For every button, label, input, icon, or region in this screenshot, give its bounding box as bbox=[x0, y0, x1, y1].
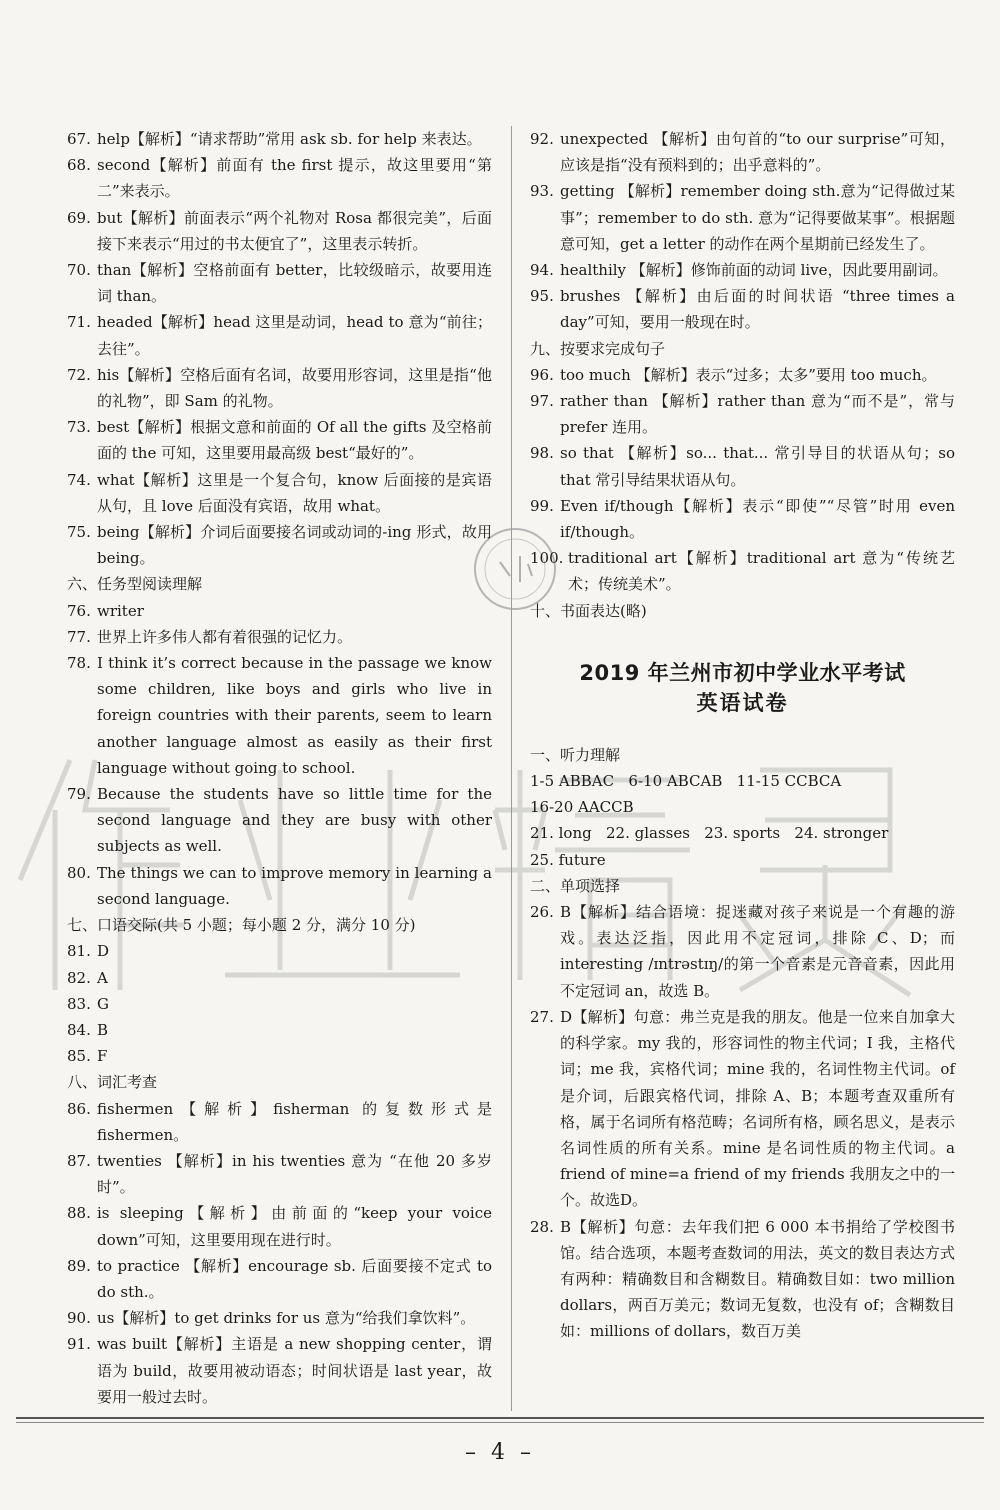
answer-text: 世界上许多伟人都有着很强的记忆力。 bbox=[97, 627, 353, 646]
answer-text: unexpected 【解析】由句首的“to our surprise”可知，应该是指“没有预料到的；出乎意料的”。 bbox=[560, 130, 955, 175]
answer-number: 75. bbox=[67, 523, 91, 542]
answer-number: 68. bbox=[67, 156, 91, 175]
answer-item bbox=[67, 1331, 492, 1410]
answer-text: was built【解析】主语是 a new shopping center，谓语为 build，故要用被动语态；时间状语是 last year，故要用一般过去时。 bbox=[97, 1335, 492, 1406]
answer-number: 84. bbox=[67, 1020, 91, 1039]
answer-item bbox=[67, 938, 492, 964]
answer-item bbox=[67, 205, 492, 257]
answer-text: fishermen【解析】fisherman 的复数形式是 fishermen。 bbox=[97, 1099, 492, 1144]
column-divider bbox=[511, 126, 512, 1411]
answer-number: 80. bbox=[67, 863, 91, 882]
answer-number: 88. bbox=[67, 1204, 91, 1223]
answer-text: F bbox=[97, 1047, 108, 1066]
exam-title-line2: 英语试卷 bbox=[696, 690, 789, 715]
answer-item bbox=[67, 860, 492, 912]
answer-number: 95. bbox=[530, 287, 554, 306]
answer-number: 77. bbox=[67, 627, 91, 646]
section-heading: 六、任务型阅读理解 bbox=[67, 575, 203, 594]
answer-number: 91. bbox=[67, 1335, 91, 1354]
answer-text: D【解析】句意：弗兰克是我的朋友。他是一位来自加拿大的科学家。my 我的，形容词性的物主代词；I 我，主格代词；me 我，宾格代词；mine 我的，名词性物主代词。of 是介词，后跟宾格代词，排除 A、B；本题考查双重所有格，属于名词所有格范畴；名词所有格，顾名思义，是表示名词性质的所有关系。mine 是名词性质的物主代词。a friend of mine=a friend of my friends 我朋友之中的一个。故选D。 bbox=[560, 1007, 955, 1210]
exam-title bbox=[530, 658, 955, 718]
answer-text: Because the students have so little time for the second language and they are busy with other subjects as well. bbox=[97, 785, 492, 856]
answer-item bbox=[530, 493, 955, 545]
answer-item bbox=[530, 1214, 955, 1345]
answer-text: getting 【解析】remember doing sth.意为“记得做过某事”；remember to do sth. 意为“记得要做某事”。根据题意可知，get a letter 的动作在两个星期前已经发生了。 bbox=[560, 182, 955, 253]
answer-number: 94. bbox=[530, 261, 554, 280]
answer-number: 90. bbox=[67, 1309, 91, 1328]
answer-item bbox=[530, 388, 955, 440]
answer-text: being【解析】介词后面要接名词或动词的-ing 形式，故用 being。 bbox=[97, 523, 492, 568]
answer-number: 87. bbox=[67, 1151, 91, 1170]
answer-text: his【解析】空格后面有名词，故要用形容词，这里是指“他的礼物”，即 Sam 的礼物。 bbox=[97, 365, 492, 411]
answer-text: is sleeping【解析】由前面的“keep your voice down”可知，这里要用现在进行时。 bbox=[97, 1204, 492, 1249]
answer-item bbox=[67, 309, 492, 361]
answer-number: 26. bbox=[530, 903, 554, 922]
footer-rule bbox=[16, 1417, 984, 1419]
answer-item bbox=[67, 152, 492, 204]
answer-text: A bbox=[97, 968, 108, 987]
answer-number: 81. bbox=[67, 942, 91, 961]
answer-number: 79. bbox=[67, 785, 91, 804]
right-column bbox=[530, 126, 955, 1345]
answer-number: 98. bbox=[530, 444, 554, 463]
right-column-answers bbox=[530, 126, 955, 624]
answer-item bbox=[67, 257, 492, 309]
answer-text: help【解析】“请求帮助”常用 ask sb. for help 来表达。 bbox=[97, 130, 482, 148]
section-heading: 九、按要求完成句子 bbox=[530, 339, 666, 358]
answer-text: writer bbox=[97, 601, 144, 620]
answer-text: second【解析】前面有 the first 提示，故这里要用“第二”来表示。 bbox=[97, 156, 492, 201]
answer-item bbox=[67, 414, 492, 466]
answer-text: I think it’s correct because in the passage we know some children, like boys and girls who live in foreign countries with their parents, seem to learn another language almost as easily as their first language without going to school. bbox=[97, 654, 492, 777]
answer-item bbox=[67, 467, 492, 519]
answer-item bbox=[67, 624, 492, 650]
answer-text: G bbox=[97, 994, 109, 1013]
answer-text: rather than 【解析】rather than 意为“而不是”，常与 prefer 连用。 bbox=[560, 392, 955, 437]
answer-text: best【解析】根据文意和前面的 Of all the gifts 及空格前面的 the 可知，这里要用最高级 best“最好的”。 bbox=[97, 418, 492, 463]
answer-line: 16-20 AACCB bbox=[530, 798, 634, 817]
answer-text: B【解析】句意：去年我们把 6 000 本书捐给了学校图书馆。结合选项，本题考查数词的用法，英文的数目表达方式有两种：精确数目和含糊数目。精确数目如：two million dollars，两百万美元；数词无复数，也没有 of；含糊数目如：millions of dollars，数百万美 bbox=[560, 1217, 955, 1341]
answer-number: 83. bbox=[67, 994, 91, 1013]
answer-number: 96. bbox=[530, 365, 554, 384]
answer-number: 97. bbox=[530, 392, 554, 411]
answer-number: 74. bbox=[67, 470, 91, 489]
answer-item bbox=[530, 362, 955, 388]
answer-text: brushes 【解析】由后面的时间状语 “three times a day”可知，要用一般现在时。 bbox=[560, 287, 955, 332]
answer-item bbox=[530, 257, 955, 283]
answer-item bbox=[530, 545, 955, 597]
exam-title-line1: 2019 年兰州市初中学业水平考试 bbox=[579, 660, 906, 685]
right-column-exam-answers bbox=[530, 742, 955, 1345]
answer-number: 100. bbox=[530, 549, 564, 568]
answer-number: 27. bbox=[530, 1007, 554, 1026]
answer-text: to practice 【解析】encourage sb. 后面要接不定式 to do sth.。 bbox=[97, 1256, 492, 1301]
page-number: – 4 – bbox=[465, 1440, 535, 1465]
answer-item bbox=[67, 650, 492, 781]
answer-text: than【解析】空格前面有 better，比较级暗示，故要用连词 than。 bbox=[97, 261, 492, 306]
answer-item bbox=[67, 1200, 492, 1252]
answer-text: too much 【解析】表示“过多；太多”要用 too much。 bbox=[560, 365, 937, 384]
answer-item bbox=[67, 965, 492, 991]
answer-number: 76. bbox=[67, 601, 91, 620]
answer-number: 89. bbox=[67, 1256, 91, 1275]
section-heading: 一、听力理解 bbox=[530, 745, 621, 764]
answer-item bbox=[67, 362, 492, 414]
answer-number: 73. bbox=[67, 418, 91, 437]
answer-number: 85. bbox=[67, 1047, 91, 1066]
answer-number: 99. bbox=[530, 496, 554, 515]
answer-number: 69. bbox=[67, 208, 91, 227]
answer-item bbox=[530, 283, 955, 335]
answer-item bbox=[67, 1148, 492, 1200]
answer-item bbox=[67, 1096, 492, 1148]
section-heading: 二、单项选择 bbox=[530, 876, 621, 895]
answer-text: B【解析】结合语境：捉迷藏对孩子来说是一个有趣的游戏。表达泛指，因此用不定冠词，排除 C、D；而 interesting /ɪntrəstɪŋ/的第一个音素是元音音素，因此用不定冠词 an，故选 B。 bbox=[560, 903, 955, 1000]
answer-number: 72. bbox=[67, 365, 91, 384]
answer-number: 92. bbox=[530, 130, 554, 148]
answer-item bbox=[67, 519, 492, 571]
section-heading: 十、书面表达(略) bbox=[530, 601, 647, 620]
answer-item bbox=[530, 440, 955, 492]
footer-rule-thin bbox=[16, 1422, 984, 1423]
answer-text: The things we can to improve memory in learning a second language. bbox=[97, 863, 492, 908]
answer-text: but【解析】前面表示“两个礼物对 Rosa 都很完美”，后面接下来表示“用过的书太便宜了”，这里表示转折。 bbox=[97, 208, 492, 253]
answer-number: 71. bbox=[67, 313, 91, 332]
answer-text: Even if/though【解析】表示“即使”“尽管”时用 even if/though。 bbox=[560, 496, 955, 542]
answer-number: 28. bbox=[530, 1217, 554, 1236]
answer-text: headed【解析】head 这里是动词，head to 意为“前往；去往”。 bbox=[97, 313, 492, 358]
section-heading: 八、词汇考查 bbox=[67, 1073, 158, 1092]
answer-text: twenties 【解析】in his twenties 意为 “在他 20 多岁时”。 bbox=[97, 1151, 492, 1197]
answer-item bbox=[530, 178, 955, 257]
answer-number: 78. bbox=[67, 654, 91, 673]
answer-item bbox=[530, 126, 955, 178]
answer-number: 93. bbox=[530, 182, 554, 201]
answer-number: 82. bbox=[67, 968, 91, 987]
section-heading: 七、口语交际(共 5 小题；每小题 2 分，满分 10 分) bbox=[67, 916, 416, 935]
answer-number: 86. bbox=[67, 1099, 91, 1118]
answer-item bbox=[530, 899, 955, 1004]
answer-item bbox=[67, 1253, 492, 1305]
left-column bbox=[67, 126, 492, 1410]
answer-line: 25. future bbox=[530, 850, 606, 869]
answer-item bbox=[67, 1305, 492, 1331]
answer-text: healthily 【解析】修饰前面的动词 live，因此要用副词。 bbox=[560, 261, 948, 280]
answer-item bbox=[67, 126, 492, 152]
answer-line: 21. long 22. glasses 23. sports 24. stronger bbox=[530, 824, 889, 843]
answer-text: so that 【解析】so... that... 常引导目的状语从句；so that 常引导结果状语从句。 bbox=[560, 444, 955, 489]
answer-item bbox=[67, 598, 492, 624]
answer-item bbox=[67, 991, 492, 1017]
answer-item bbox=[67, 1017, 492, 1043]
answer-text: D bbox=[97, 942, 110, 961]
answer-item bbox=[67, 1043, 492, 1069]
answer-item bbox=[67, 781, 492, 860]
answer-text: us【解析】to get drinks for us 意为“给我们拿饮料”。 bbox=[97, 1309, 476, 1328]
answer-line: 1-5 ABBAC 6-10 ABCAB 11-15 CCBCA bbox=[530, 772, 842, 791]
answer-number: 70. bbox=[67, 261, 91, 280]
answer-number: 67. bbox=[67, 130, 91, 148]
answer-text: B bbox=[97, 1020, 109, 1039]
answer-text: what【解析】这里是一个复合句，know 后面接的是宾语从句，且 love 后面没有宾语，故用 what。 bbox=[97, 470, 492, 515]
answer-item bbox=[530, 1004, 955, 1214]
answer-text: traditional art【解析】traditional art 意为“传统艺术；传统美术”。 bbox=[568, 549, 955, 594]
